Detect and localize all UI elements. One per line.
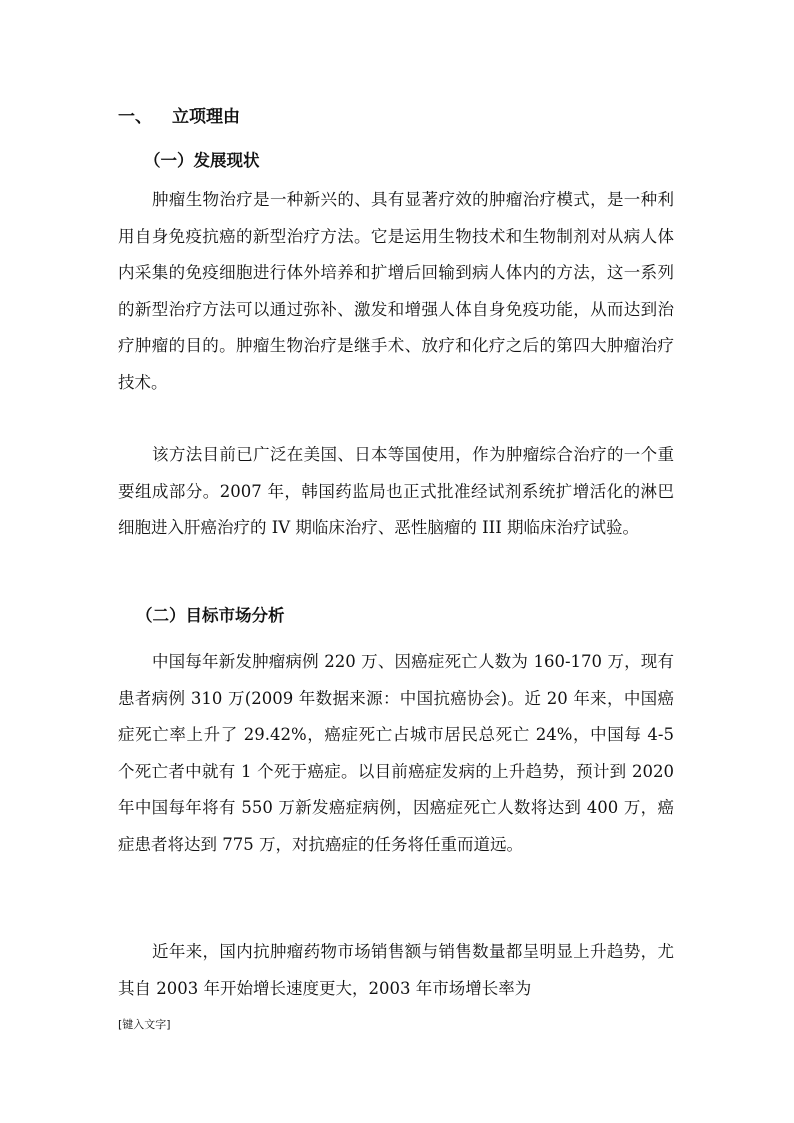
section-number: 一、 <box>118 107 152 127</box>
footer-placeholder[interactable]: [键入文字] <box>118 1018 171 1031</box>
paragraph-market-statistics: 中国每年新发肿瘤病例 220 万、因癌症死亡人数为 160-170 万，现有患者病例 310 万(2009 年数据来源：中国抗癌协会)。近 20 年来，中国癌症死亡率上升了 29.42%，癌症死亡占城市居民总死亡 24%，中国每 4-5 个死亡者中就有 1 个死于癌症。以目前癌症发病的上升趋势，预计到 2020 年中国每年将有 550 万新发癌症病例，因癌症死亡人数将达到 400 万，癌症患者将达到 775 万，对抗癌症的任务将任重而道远。 <box>118 652 674 854</box>
paragraph-development-overview: 肿瘤生物治疗是一种新兴的、具有显著疗效的肿瘤治疗模式，是一种利用自身免疫抗癌的新型治疗方法。它是运用生物技术和生物制剂对从病人体内采集的免疫细胞进行体外培养和扩增后回输到病人体内的方法，这一系列的新型治疗方法可以通过弥补、激发和增强人体自身免疫功能，从而达到治疗肿瘤的目的。肿瘤生物治疗是继手术、放疗和化疗之后的第四大肿瘤治疗技术。 <box>118 190 674 392</box>
subsection-heading-development: （一）发展现状 <box>144 151 260 170</box>
section-heading <box>118 104 240 130</box>
subsection-heading-market: （二）目标市场分析 <box>136 606 285 625</box>
paragraph-drug-market: 近年来，国内抗肿瘤药物市场销售额与销售数量都呈明显上升趋势，尤其自 2003 年开始增长速度更大，2003 年市场增长率为 <box>118 942 674 998</box>
paragraph-international-use: 该方法目前已广泛在美国、日本等国使用，作为肿瘤综合治疗的一个重要组成部分。2007 年，韩国药监局也正式批准经试剂系统扩增活化的淋巴细胞进入肝癌治疗的 IV 期临床治疗、恶性脑瘤的 III 期临床治疗试验。 <box>118 445 674 537</box>
section-title: 立项理由 <box>172 107 240 127</box>
